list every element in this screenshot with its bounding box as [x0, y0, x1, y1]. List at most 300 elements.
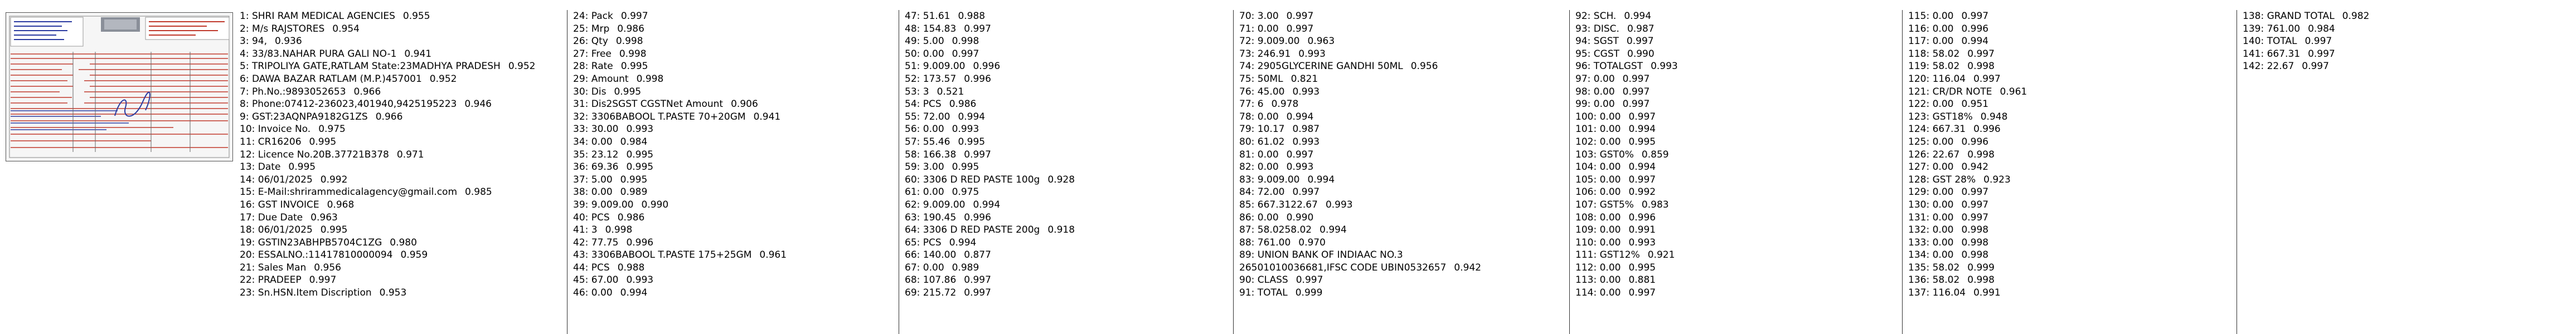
ocr-line-separator: : — [916, 186, 923, 198]
ocr-line-number: 109 — [1575, 224, 1594, 236]
ocr-line-text: Mrp — [591, 23, 610, 35]
ocr-line-confidence: 0.982 — [2342, 11, 2370, 22]
ocr-line — [240, 23, 567, 36]
ocr-line-text: 0.00 — [591, 186, 613, 198]
ocr-line — [905, 149, 1233, 161]
ocr-line-number: 104 — [1575, 161, 1594, 173]
ocr-line-separator: : — [251, 124, 258, 135]
ocr-line — [1908, 274, 2237, 287]
ocr-line — [1908, 73, 2237, 86]
ocr-line-separator: : — [1251, 224, 1258, 236]
ocr-line-number: 15 — [240, 186, 252, 198]
ocr-line-text: 3306 D RED PASTE 100g — [923, 174, 1040, 185]
ocr-line-text: 5.00 — [591, 174, 613, 185]
ocr-line-text: 0.00 — [1599, 124, 1621, 135]
ocr-line-confidence: 0.996 — [1628, 212, 1656, 223]
ocr-line-number: 52 — [905, 73, 917, 85]
ocr-line — [1908, 60, 2237, 73]
ocr-line-confidence: 0.928 — [1047, 174, 1075, 185]
ocr-line-text: Rate — [591, 61, 613, 72]
ocr-line — [240, 212, 567, 224]
ocr-line-number: 139 — [2243, 23, 2261, 35]
ocr-line-confidence: 0.997 — [1973, 73, 2001, 85]
ocr-line-separator: : — [1251, 61, 1258, 72]
ocr-line-separator: : — [1593, 149, 1600, 160]
ocr-line-text: 0.00 — [1599, 186, 1621, 198]
ocr-line-separator: : — [1926, 224, 1933, 236]
ocr-line — [1239, 224, 1569, 237]
ocr-line-separator: : — [251, 249, 258, 261]
ocr-line-separator: : — [1926, 99, 1933, 110]
ocr-line-confidence: 0.983 — [1641, 199, 1669, 210]
ocr-line — [240, 136, 567, 149]
ocr-line-confidence: 0.997 — [1961, 199, 1989, 210]
ocr-line — [1908, 149, 2237, 161]
ocr-line-text: GST INVOICE — [258, 199, 319, 210]
ocr-line-text: 3.00 — [923, 161, 944, 173]
ocr-line-confidence: 0.997 — [1628, 174, 1656, 185]
ocr-line-separator: : — [585, 186, 591, 198]
ocr-line-confidence: 0.936 — [275, 36, 302, 47]
ocr-line-number: 136 — [1908, 274, 1927, 286]
ocr-line-number: 1 — [240, 11, 246, 22]
ocr-line — [573, 149, 899, 161]
ocr-line — [240, 199, 567, 212]
ocr-line-confidence: 0.993 — [626, 274, 654, 286]
ocr-line-confidence: 0.992 — [320, 174, 348, 185]
ocr-line — [573, 35, 899, 48]
ocr-line-confidence: 0.952 — [508, 61, 536, 72]
ocr-line — [573, 174, 899, 186]
ocr-line-text: GST5% — [1599, 199, 1634, 210]
ocr-line-number: 70 — [1239, 11, 1251, 22]
ocr-line — [1575, 186, 1902, 199]
ocr-line-text: SCH. — [1593, 11, 1617, 22]
ocr-line-separator: : — [2260, 23, 2267, 35]
ocr-line-number: 9 — [240, 111, 246, 122]
ocr-line-separator: : — [251, 224, 258, 236]
ocr-line-number: 19 — [240, 237, 252, 248]
ocr-line — [573, 186, 899, 199]
ocr-line — [240, 48, 567, 61]
ocr-line-separator: : — [916, 111, 923, 122]
ocr-line-text: 0.00 — [1932, 237, 1954, 248]
ocr-line-number: 30 — [573, 86, 585, 97]
ocr-line — [1239, 111, 1569, 124]
ocr-line-text: CLASS — [1257, 274, 1288, 286]
ocr-line-number: 138 — [2243, 11, 2261, 22]
ocr-line-separator: : — [1251, 73, 1258, 85]
ocr-line-number: 5 — [240, 61, 246, 72]
ocr-line-confidence: 0.995 — [614, 86, 642, 97]
ocr-line-text: Free — [591, 48, 612, 60]
ocr-line-text: 190.45 — [923, 212, 957, 223]
ocr-line-number: 122 — [1908, 99, 1927, 110]
ocr-line-confidence: 0.994 — [1628, 124, 1656, 135]
ocr-line-number: 124 — [1908, 124, 1927, 135]
ocr-column-7 — [2237, 10, 2576, 334]
ocr-line-confidence: 0.999 — [1967, 262, 1995, 273]
ocr-line-separator: : — [916, 124, 923, 135]
ocr-line-text: 116.04 — [1932, 73, 1966, 85]
ocr-line-confidence: 0.994 — [1319, 224, 1347, 236]
ocr-line-separator: : — [1926, 161, 1933, 173]
ocr-line-text: 0.00 — [1599, 136, 1621, 148]
ocr-line-number: 95 — [1575, 48, 1588, 60]
ocr-line-number: 39 — [573, 199, 585, 210]
ocr-line-confidence: 0.997 — [620, 11, 648, 22]
ocr-line-text: CR/DR NOTE — [1932, 86, 1992, 97]
ocr-line — [573, 111, 899, 124]
ocr-line-number: 125 — [1908, 136, 1927, 148]
ocr-line-number: 118 — [1908, 48, 1927, 60]
ocr-line-confidence: 0.954 — [332, 23, 360, 35]
ocr-line-number: 40 — [573, 212, 585, 223]
ocr-line — [2243, 48, 2576, 61]
ocr-line-number: 16 — [240, 199, 252, 210]
ocr-column-5 — [1570, 10, 1903, 334]
ocr-line-number: 100 — [1575, 111, 1594, 122]
ocr-line-confidence: 0.997 — [1292, 186, 1320, 198]
ocr-line-separator: : — [1926, 23, 1933, 35]
ocr-line — [1908, 23, 2237, 36]
ocr-line-confidence: 0.998 — [1961, 249, 1989, 261]
ocr-line-text: GRAND TOTAL — [2267, 11, 2335, 22]
ocr-line-confidence: 0.966 — [353, 86, 381, 97]
ocr-column-6 — [1903, 10, 2237, 334]
ocr-line-separator: : — [1251, 161, 1258, 173]
ocr-line — [1908, 86, 2237, 99]
ocr-line-text: 0.00 — [1932, 11, 1954, 22]
ocr-line-separator: : — [916, 237, 923, 248]
ocr-line-number: 46 — [573, 287, 585, 299]
ocr-line-confidence: 0.997 — [1961, 212, 1989, 223]
ocr-line-number: 112 — [1575, 262, 1594, 273]
ocr-line-text: 61.02 — [1257, 136, 1285, 148]
ocr-line-text: 0.00 — [591, 287, 613, 299]
ocr-line — [1575, 149, 1902, 161]
ocr-line-separator: : — [585, 99, 591, 110]
ocr-line-text: 0.00 — [1932, 212, 1954, 223]
ocr-line-text: 0.00 — [1257, 212, 1279, 223]
ocr-line — [1575, 35, 1902, 48]
ocr-line-text: PCS — [591, 212, 610, 223]
ocr-line-number: 33 — [573, 124, 585, 135]
ocr-line-separator: : — [1926, 73, 1933, 85]
ocr-line-confidence: 0.998 — [1961, 237, 1989, 248]
ocr-line-text: TOTAL — [2267, 36, 2297, 47]
ocr-line-number: 90 — [1239, 274, 1251, 286]
ocr-line-confidence: 0.998 — [619, 48, 647, 60]
ocr-line-separator: : — [1587, 48, 1594, 60]
ocr-line-separator: : — [916, 199, 923, 210]
ocr-column-4 — [1234, 10, 1570, 334]
ocr-line-separator: : — [1587, 11, 1594, 22]
ocr-line — [573, 23, 899, 36]
ocr-line-number: 18 — [240, 224, 252, 236]
ocr-line — [1908, 161, 2237, 174]
ocr-line-number: 27 — [573, 48, 585, 60]
ocr-line-text: 72.00 — [923, 111, 950, 122]
ocr-line-separator: : — [2260, 61, 2267, 72]
ocr-line-confidence: 0.994 — [1624, 11, 1652, 22]
ocr-line-number: 105 — [1575, 174, 1594, 185]
ocr-line — [240, 60, 567, 73]
ocr-line-confidence: 0.951 — [1961, 99, 1989, 110]
ocr-line-separator: : — [1251, 23, 1258, 35]
ocr-line-separator: : — [916, 23, 923, 35]
ocr-line-separator: : — [251, 161, 258, 173]
ocr-line-confidence: 0.968 — [327, 199, 355, 210]
ocr-line-number: 140 — [2243, 36, 2261, 47]
ocr-line-confidence: 0.989 — [952, 262, 979, 273]
ocr-line-separator: : — [1587, 73, 1594, 85]
ocr-line-text: Amount — [591, 73, 629, 85]
ocr-line-text: Qty — [591, 36, 608, 47]
ocr-line-separator: : — [916, 161, 923, 173]
ocr-line-number: 82 — [1239, 161, 1251, 173]
ocr-line-separator: : — [1587, 23, 1594, 35]
ocr-line-confidence: 0.978 — [1271, 99, 1299, 110]
ocr-line-confidence: 0.995 — [626, 149, 654, 160]
ocr-line-text: Sn.HSN.Item Discription — [258, 287, 372, 299]
ocr-line-separator: : — [916, 73, 923, 85]
ocr-line-confidence: 0.995 — [1628, 262, 1656, 273]
ocr-line — [573, 224, 899, 237]
ocr-line — [1908, 123, 2237, 136]
ocr-line — [573, 161, 899, 174]
ocr-line-number: 81 — [1239, 149, 1251, 160]
ocr-line-separator: : — [585, 23, 591, 35]
ocr-line — [1239, 86, 1569, 99]
ocr-line-number: 50 — [905, 48, 917, 60]
ocr-line-text: 9.009.00 — [923, 199, 966, 210]
ocr-line — [240, 35, 567, 48]
ocr-line-text: 0.00 — [1932, 136, 1954, 148]
ocr-line-separator: : — [1926, 212, 1933, 223]
ocr-line-confidence: 0.877 — [964, 249, 991, 261]
ocr-line-confidence: 0.995 — [952, 161, 979, 173]
ocr-line-confidence: 0.997 — [952, 48, 979, 60]
ocr-line-separator: : — [245, 86, 252, 97]
ocr-line-separator: : — [585, 149, 591, 160]
ocr-line — [573, 48, 899, 61]
ocr-line-confidence: 0.991 — [1628, 224, 1656, 236]
ocr-line-confidence: 0.998 — [615, 36, 643, 47]
ocr-line — [240, 186, 567, 199]
ocr-line-separator: : — [1251, 36, 1258, 47]
ocr-line-number: 22 — [240, 274, 252, 286]
ocr-line-number: 116 — [1908, 23, 1927, 35]
ocr-line-confidence: 0.998 — [952, 36, 979, 47]
ocr-line-confidence: 0.996 — [973, 61, 1001, 72]
ocr-line-separator: : — [1593, 262, 1600, 273]
ocr-line — [905, 274, 1233, 287]
ocr-line — [2243, 10, 2576, 23]
ocr-line-text: Dis2SGST CGSTNet Amount — [591, 99, 724, 110]
ocr-line-separator: : — [245, 23, 252, 35]
ocr-line-confidence: 0.993 — [1628, 237, 1656, 248]
ocr-line-confidence: 0.997 — [1286, 23, 1314, 35]
ocr-line-confidence: 0.997 — [2308, 48, 2335, 60]
ocr-line-confidence: 0.970 — [1298, 237, 1326, 248]
ocr-line-separator: : — [1926, 136, 1933, 148]
ocr-line-number: 69 — [905, 287, 917, 299]
ocr-line-confidence: 0.923 — [1983, 174, 2011, 185]
ocr-line-text: TOTAL — [1257, 287, 1288, 299]
ocr-line — [1908, 199, 2237, 212]
ocr-line — [905, 212, 1233, 224]
ocr-line-number: 99 — [1575, 99, 1588, 110]
ocr-line-number: 59 — [905, 161, 917, 173]
ocr-line-separator: : — [916, 149, 923, 160]
ocr-line — [1239, 136, 1569, 149]
ocr-line — [1908, 10, 2237, 23]
ocr-line-confidence: 0.993 — [626, 124, 654, 135]
ocr-line-confidence: 0.942 — [1961, 161, 1989, 173]
ocr-line-text: SGST — [1593, 36, 1619, 47]
ocr-line-number: 44 — [573, 262, 585, 273]
ocr-line-number: 20 — [240, 249, 252, 261]
ocr-line — [240, 73, 567, 86]
ocr-line-separator: : — [1251, 136, 1258, 148]
ocr-line — [1575, 174, 1902, 186]
ocr-line-confidence: 0.918 — [1047, 224, 1075, 236]
ocr-line-number: 51 — [905, 61, 917, 72]
ocr-line-number: 98 — [1575, 86, 1588, 97]
ocr-line — [240, 123, 567, 136]
ocr-line-text: 58.02 — [1932, 262, 1960, 273]
ocr-line-text: 9.009.00 — [591, 199, 634, 210]
ocr-line-number: 103 — [1575, 149, 1594, 160]
ocr-line-text: 0.00 — [1599, 224, 1621, 236]
ocr-line-separator: : — [1926, 86, 1933, 97]
ocr-line — [573, 262, 899, 274]
ocr-line-number: 6 — [240, 73, 246, 85]
ocr-line — [1239, 73, 1569, 86]
ocr-line-text: 0.00 — [1593, 73, 1615, 85]
ocr-line-number: 135 — [1908, 262, 1927, 273]
ocr-line-number: 123 — [1908, 111, 1927, 122]
ocr-line-number: 97 — [1575, 73, 1588, 85]
ocr-line-number: 21 — [240, 262, 252, 273]
ocr-line-text: 0.00 — [1932, 36, 1954, 47]
ocr-line — [1575, 136, 1902, 149]
ocr-line — [905, 86, 1233, 99]
ocr-line-number: 126 — [1908, 149, 1927, 160]
ocr-line-separator: : — [1926, 237, 1933, 248]
ocr-line-number: 101 — [1575, 124, 1594, 135]
ocr-line-separator: : — [1251, 86, 1258, 97]
ocr-line-text: UNION BANK OF INDIAAC NO.3 — [1257, 249, 1403, 261]
ocr-line-confidence: 0.996 — [964, 73, 991, 85]
ocr-line-text: 173.57 — [923, 73, 957, 85]
ocr-line — [1239, 23, 1569, 36]
ocr-column-2 — [567, 10, 899, 334]
ocr-line-number: 42 — [573, 237, 585, 248]
ocr-line-separator: : — [245, 99, 252, 110]
ocr-line-confidence: 0.994 — [1286, 111, 1314, 122]
ocr-line-number: 62 — [905, 199, 917, 210]
ocr-line-number: 119 — [1908, 61, 1927, 72]
ocr-line-number: 85 — [1239, 199, 1251, 210]
ocr-line-number: 137 — [1908, 287, 1927, 299]
ocr-line-text: GST:23AQNPA9182G1ZS — [251, 111, 368, 122]
ocr-line-separator: : — [585, 199, 591, 210]
ocr-line-number: 23 — [240, 287, 252, 299]
ocr-line — [905, 10, 1233, 23]
ocr-line-text: Pack — [591, 11, 613, 22]
ocr-line — [573, 199, 899, 212]
ocr-line-number: 34 — [573, 136, 585, 148]
ocr-line-confidence: 0.948 — [1980, 111, 2008, 122]
ocr-line — [240, 287, 567, 299]
ocr-line — [905, 111, 1233, 124]
ocr-line-number: 54 — [905, 99, 917, 110]
ocr-line-confidence: 0.997 — [1967, 48, 1995, 60]
ocr-line-text: 9.009.00 — [923, 61, 966, 72]
ocr-line-text: 0.00 — [1599, 274, 1621, 286]
ocr-line-number: 141 — [2243, 48, 2261, 60]
ocr-line-text: 58.0258.02 — [1257, 224, 1312, 236]
ocr-line-text: 0.00 — [1599, 174, 1621, 185]
ocr-line-separator: : — [585, 174, 591, 185]
ocr-line-text: 06/01/2025 — [258, 224, 313, 236]
ocr-line — [2243, 60, 2576, 73]
ocr-line-separator: : — [1251, 287, 1258, 299]
ocr-line-confidence: 0.998 — [605, 224, 633, 236]
ocr-line — [1908, 186, 2237, 199]
ocr-line-separator: : — [1593, 186, 1600, 198]
ocr-line-confidence: 0.995 — [626, 161, 654, 173]
ocr-line-separator: : — [1926, 287, 1933, 299]
ocr-line-number: 53 — [905, 86, 917, 97]
ocr-line-number: 37 — [573, 174, 585, 185]
ocr-line-text: 0.00 — [1932, 224, 1954, 236]
ocr-line-text: 246.91 — [1257, 48, 1291, 60]
ocr-line-separator: : — [245, 61, 252, 72]
ocr-line-number: 29 — [573, 73, 585, 85]
ocr-line-text: 0.00 — [1593, 99, 1615, 110]
ocr-line — [240, 224, 567, 237]
ocr-line-separator: : — [916, 136, 923, 148]
ocr-line — [1908, 262, 2237, 274]
ocr-line-text: 77.75 — [591, 237, 619, 248]
ocr-line-number: 88 — [1239, 237, 1251, 248]
ocr-line — [905, 73, 1233, 86]
ocr-line — [573, 10, 899, 23]
ocr-line-number: 58 — [905, 149, 917, 160]
ocr-line-confidence: 0.993 — [1286, 161, 1314, 173]
ocr-line-separator: : — [1926, 186, 1933, 198]
ocr-line-number: 114 — [1575, 287, 1594, 299]
ocr-line-separator: : — [1251, 174, 1258, 185]
ocr-line — [1575, 10, 1902, 23]
ocr-line-text: GST12% — [1599, 249, 1640, 261]
ocr-line-confidence: 0.997 — [2302, 61, 2329, 72]
ocr-line-separator: : — [1251, 237, 1258, 248]
ocr-line-text: SHRI RAM MEDICAL AGENCIES — [251, 11, 395, 22]
ocr-line-separator: : — [1593, 274, 1600, 286]
ocr-line-number: 79 — [1239, 124, 1251, 135]
ocr-line-number: 13 — [240, 161, 252, 173]
ocr-line-separator: : — [1926, 11, 1933, 22]
ocr-line-confidence: 0.993 — [1325, 199, 1353, 210]
ocr-line-number: 24 — [573, 11, 585, 22]
ocr-line — [240, 174, 567, 186]
ocr-line-confidence: 0.995 — [1628, 136, 1656, 148]
ocr-line — [1575, 249, 1902, 262]
